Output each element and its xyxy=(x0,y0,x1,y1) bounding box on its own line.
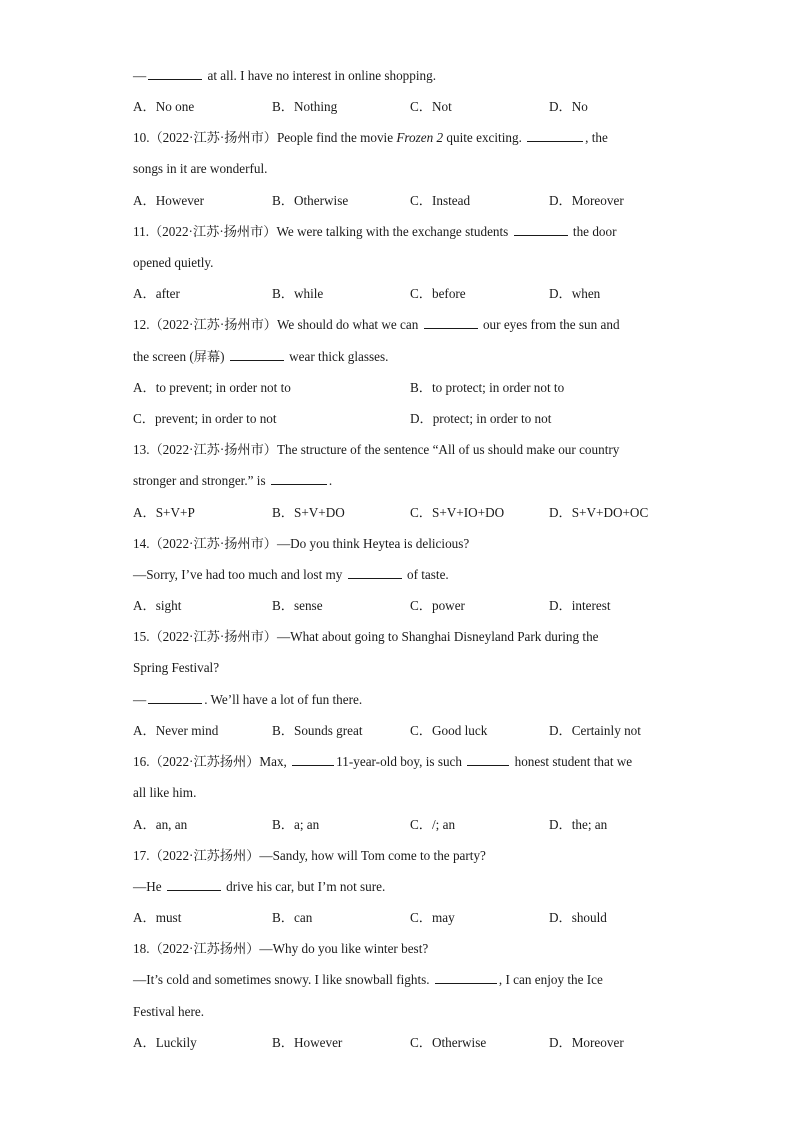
q15-option-b[interactable]: B．Sounds great xyxy=(272,723,363,738)
q14-option-c[interactable]: C．power xyxy=(410,598,465,613)
q13-stem: 13.（2022·江苏·扬州市）The structure of the sentence “All of us should make our country xyxy=(133,442,620,457)
q13-option-b[interactable]: B．S+V+DO xyxy=(272,505,345,520)
q10-option-d[interactable]: D．Moreover xyxy=(549,193,624,208)
q14-option-b[interactable]: B．sense xyxy=(272,598,323,613)
q10-option-a[interactable]: A．However xyxy=(133,193,205,208)
q17-option-a[interactable]: A．must xyxy=(133,910,182,925)
q16-option-a[interactable]: A．an, an xyxy=(133,817,188,832)
q11-option-d[interactable]: D．when xyxy=(549,286,601,301)
q9-option-c[interactable]: C．Not xyxy=(410,99,452,114)
q16-stem: 16.（2022·江苏扬州）Max, 11-year-old boy, is such honest student that we xyxy=(133,754,633,769)
answer-blank xyxy=(435,971,497,984)
q16-option-d[interactable]: D．the; an xyxy=(549,817,608,832)
q14-stem: 14.（2022·江苏·扬州市）—Do you think Heytea is delicious? xyxy=(133,536,470,551)
q17-answer-line: —He drive his car, but I’m not sure. xyxy=(133,879,386,894)
q16-option-c[interactable]: C．/; an xyxy=(410,817,456,832)
q17-option-b[interactable]: B．can xyxy=(272,910,313,925)
q11-stem: 11.（2022·江苏·扬州市）We were talking with the exchange students the door xyxy=(133,224,617,239)
q12-option-c[interactable]: C．prevent; in order to not xyxy=(133,411,277,426)
q9-answer-line: — at all. I have no interest in online shopping. xyxy=(133,68,437,83)
q14-stem-cont: —Sorry, I’ve had too much and lost my of taste. xyxy=(133,567,449,582)
q14-option-a[interactable]: A．sight xyxy=(133,598,182,613)
answer-blank xyxy=(527,129,583,142)
answer-blank xyxy=(167,878,221,891)
answer-blank xyxy=(348,566,402,579)
q15-option-a[interactable]: A．Never mind xyxy=(133,723,219,738)
q18-stem: 18.（2022·江苏扬州）—Why do you like winter best? xyxy=(133,941,429,956)
q11-option-b[interactable]: B．while xyxy=(272,286,324,301)
q10-stem-cont: songs in it are wonderful. xyxy=(133,161,268,176)
q13-stem-cont: stronger and stronger.” is . xyxy=(133,473,333,488)
q17-option-d[interactable]: D．should xyxy=(549,910,607,925)
q14-option-d[interactable]: D．interest xyxy=(549,598,611,613)
q15-answer-line: — . We’ll have a lot of fun there. xyxy=(133,692,363,707)
answer-blank xyxy=(467,753,509,766)
q18-option-d[interactable]: D．Moreover xyxy=(549,1035,624,1050)
q10-option-c[interactable]: C．Instead xyxy=(410,193,471,208)
q15-stem: 15.（2022·江苏·扬州市）—What about going to Shanghai Disneyland Park during the xyxy=(133,629,599,644)
q18-stem-cont: Festival here. xyxy=(133,1004,205,1019)
q13-option-d[interactable]: D．S+V+DO+OC xyxy=(549,505,649,520)
q18-option-a[interactable]: A．Luckily xyxy=(133,1035,197,1050)
q11-stem-cont: opened quietly. xyxy=(133,255,214,270)
q15-option-c[interactable]: C．Good luck xyxy=(410,723,488,738)
answer-blank xyxy=(514,223,568,236)
q12-stem: 12.（2022·江苏·扬州市）We should do what we can our eyes from the sun and xyxy=(133,317,620,332)
q11-option-a[interactable]: A．after xyxy=(133,286,180,301)
answer-blank xyxy=(271,472,327,485)
answer-blank xyxy=(230,348,284,361)
answer-blank xyxy=(424,316,478,329)
q13-option-c[interactable]: C．S+V+IO+DO xyxy=(410,505,505,520)
q12-option-d[interactable]: D．protect; in order to not xyxy=(410,411,552,426)
q11-option-c[interactable]: C．before xyxy=(410,286,466,301)
q9-option-b[interactable]: B．Nothing xyxy=(272,99,338,114)
q18-option-b[interactable]: B．However xyxy=(272,1035,343,1050)
q18-option-c[interactable]: C．Otherwise xyxy=(410,1035,487,1050)
q16-option-b[interactable]: B．a; an xyxy=(272,817,320,832)
q15-stem-cont: Spring Festival? xyxy=(133,660,220,675)
q17-option-c[interactable]: C．may xyxy=(410,910,455,925)
q10-stem: 10.（2022·江苏·扬州市）People find the movie Frozen 2 quite exciting. , the xyxy=(133,130,608,145)
answer-blank xyxy=(148,67,202,80)
q9-option-a[interactable]: A．No one xyxy=(133,99,195,114)
q9-option-d[interactable]: D．No xyxy=(549,99,588,114)
q17-stem: 17.（2022·江苏扬州）—Sandy, how will Tom come to the party? xyxy=(133,848,486,863)
answer-blank xyxy=(292,753,334,766)
q15-option-d[interactable]: D．Certainly not xyxy=(549,723,641,738)
q12-stem-cont: the screen (屏幕) wear thick glasses. xyxy=(133,349,389,364)
q12-option-b[interactable]: B．to protect; in order not to xyxy=(410,380,565,395)
q13-option-a[interactable]: A．S+V+P xyxy=(133,505,195,520)
q10-option-b[interactable]: B．Otherwise xyxy=(272,193,349,208)
q18-answer-line: —It’s cold and sometimes snowy. I like snowball fights. , I can enjoy the Ice xyxy=(133,972,603,987)
q16-stem-cont: all like him. xyxy=(133,785,197,800)
answer-blank xyxy=(148,691,202,704)
q12-option-a[interactable]: A．to prevent; in order not to xyxy=(133,380,291,395)
